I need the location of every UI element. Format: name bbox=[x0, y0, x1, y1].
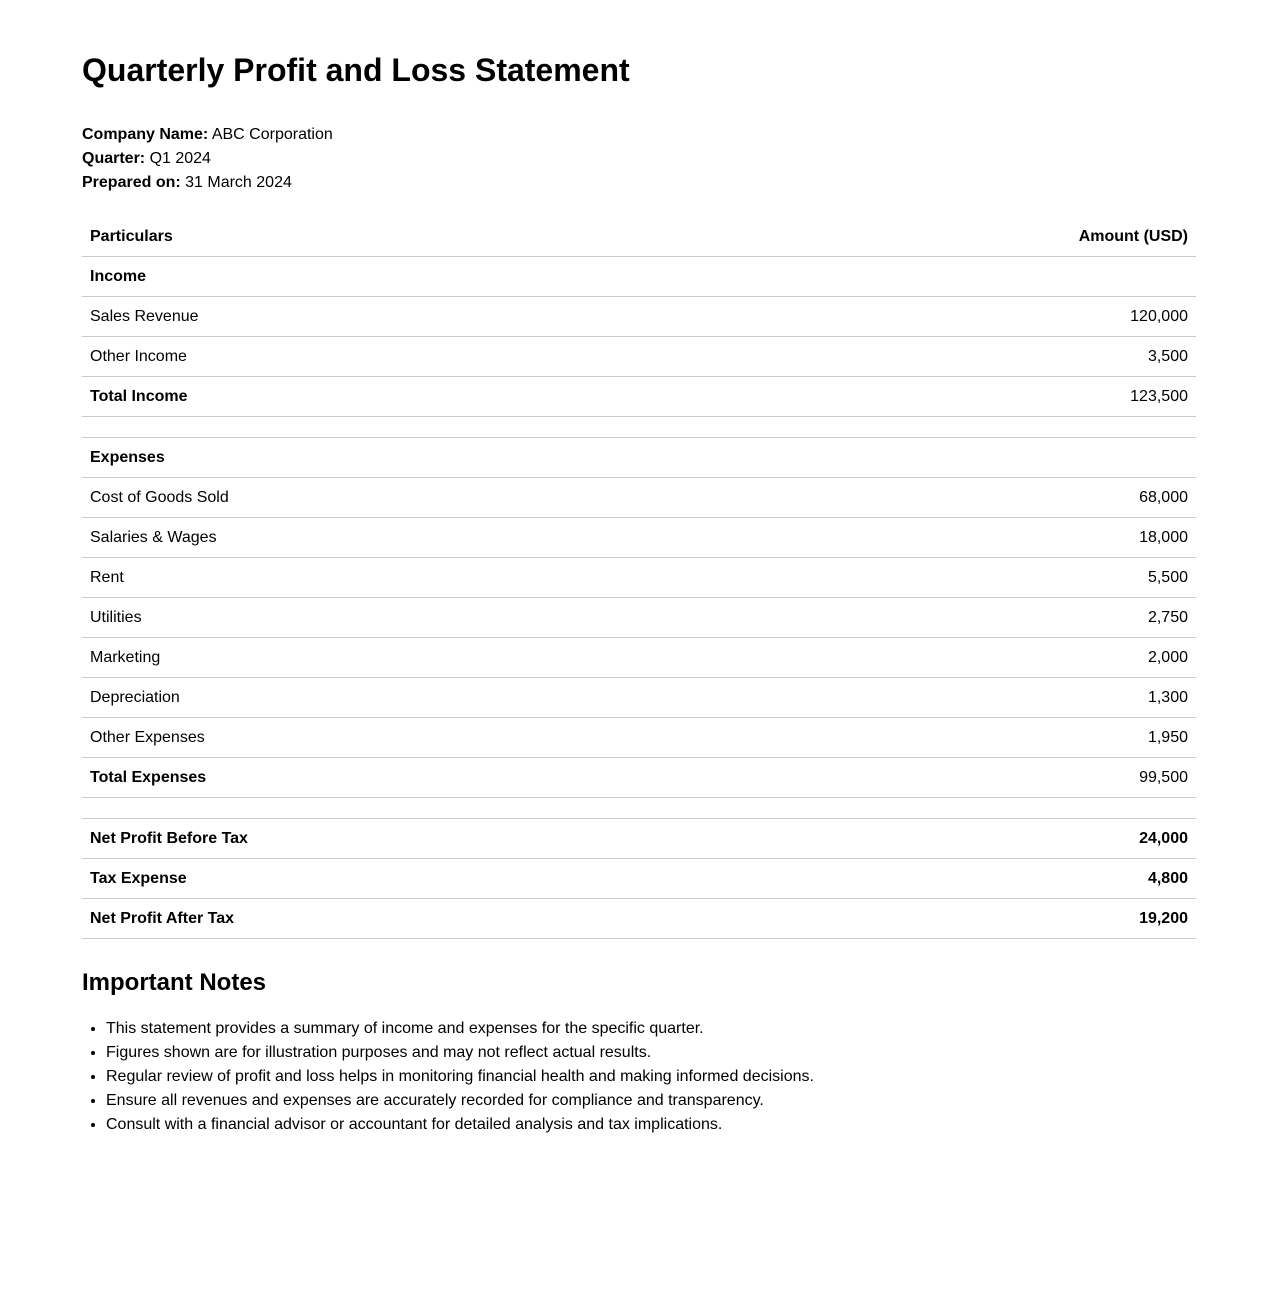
amount-cell bbox=[730, 797, 1196, 818]
particulars-cell: Total Expenses bbox=[82, 757, 730, 797]
table-row bbox=[82, 256, 1196, 296]
column-header-amount: Amount (USD) bbox=[730, 217, 1196, 257]
particulars-cell: Net Profit After Tax bbox=[82, 898, 730, 938]
amount-cell: 123,500 bbox=[730, 376, 1196, 416]
note-item: • Figures shown are for illustration purposes and may not reflect actual results. bbox=[106, 1041, 1196, 1065]
table-row bbox=[82, 818, 1196, 858]
table-row bbox=[82, 336, 1196, 376]
notes-list bbox=[82, 1017, 1196, 1137]
amount-cell bbox=[730, 437, 1196, 477]
particulars-cell: Income bbox=[82, 256, 730, 296]
meta-quarter-label: Quarter: bbox=[82, 149, 146, 167]
table-row bbox=[82, 677, 1196, 717]
amount-cell: 18,000 bbox=[730, 517, 1196, 557]
meta-company-name-label: Company Name: bbox=[82, 125, 209, 143]
amount-cell: 5,500 bbox=[730, 557, 1196, 597]
profit-loss-table bbox=[82, 217, 1196, 939]
table-header bbox=[82, 217, 1196, 257]
table-row bbox=[82, 717, 1196, 757]
meta-quarter bbox=[82, 147, 1196, 171]
particulars-cell: Total Income bbox=[82, 376, 730, 416]
note-item: • Regular review of profit and loss helps in monitoring financial health and making informed decisions. bbox=[106, 1065, 1196, 1089]
amount-cell: 3,500 bbox=[730, 336, 1196, 376]
table-row bbox=[82, 557, 1196, 597]
amount-cell: 24,000 bbox=[730, 818, 1196, 858]
note-item: • This statement provides a summary of income and expenses for the specific quarter. bbox=[106, 1017, 1196, 1041]
amount-cell: 1,950 bbox=[730, 717, 1196, 757]
amount-cell: 68,000 bbox=[730, 477, 1196, 517]
particulars-cell: Salaries & Wages bbox=[82, 517, 730, 557]
meta-prepared-on bbox=[82, 171, 1196, 195]
amount-cell: 2,750 bbox=[730, 597, 1196, 637]
amount-cell: 19,200 bbox=[730, 898, 1196, 938]
table-row bbox=[82, 597, 1196, 637]
table-row bbox=[82, 416, 1196, 437]
meta-company-name bbox=[82, 123, 1196, 147]
particulars-cell bbox=[82, 797, 730, 818]
table-row bbox=[82, 517, 1196, 557]
column-header-particulars: Particulars bbox=[82, 217, 730, 257]
particulars-cell: Rent bbox=[82, 557, 730, 597]
meta-company-name-value: ABC Corporation bbox=[208, 125, 333, 143]
table-row bbox=[82, 757, 1196, 797]
particulars-cell: Marketing bbox=[82, 637, 730, 677]
note-item: • Ensure all revenues and expenses are accurately recorded for compliance and transparency. bbox=[106, 1089, 1196, 1113]
amount-cell: 4,800 bbox=[730, 858, 1196, 898]
table-row bbox=[82, 437, 1196, 477]
amount-cell: 2,000 bbox=[730, 637, 1196, 677]
meta-quarter-value: Q1 2024 bbox=[145, 149, 211, 167]
particulars-cell: Other Income bbox=[82, 336, 730, 376]
page-title: Quarterly Profit and Loss Statement bbox=[82, 52, 630, 88]
amount-cell: 1,300 bbox=[730, 677, 1196, 717]
particulars-cell: Net Profit Before Tax bbox=[82, 818, 730, 858]
particulars-cell: Tax Expense bbox=[82, 858, 730, 898]
particulars-cell bbox=[82, 416, 730, 437]
meta-prepared-on-label: Prepared on: bbox=[82, 173, 181, 191]
amount-cell bbox=[730, 256, 1196, 296]
particulars-cell: Depreciation bbox=[82, 677, 730, 717]
table-row bbox=[82, 637, 1196, 677]
table-row bbox=[82, 858, 1196, 898]
notes-heading: Important Notes bbox=[82, 968, 267, 996]
particulars-cell: Utilities bbox=[82, 597, 730, 637]
table-row bbox=[82, 477, 1196, 517]
particulars-cell: Cost of Goods Sold bbox=[82, 477, 730, 517]
table-row bbox=[82, 296, 1196, 336]
amount-cell bbox=[730, 416, 1196, 437]
table-row bbox=[82, 797, 1196, 818]
particulars-cell: Expenses bbox=[82, 437, 730, 477]
document-meta bbox=[82, 123, 1196, 195]
pl-table-body bbox=[82, 256, 1196, 938]
particulars-cell: Other Expenses bbox=[82, 717, 730, 757]
amount-cell: 99,500 bbox=[730, 757, 1196, 797]
note-item: • Consult with a financial advisor or accountant for detailed analysis and tax implications. bbox=[106, 1113, 1196, 1137]
table-header-row bbox=[82, 217, 1196, 257]
meta-prepared-on-value: 31 March 2024 bbox=[180, 173, 292, 191]
particulars-cell: Sales Revenue bbox=[82, 296, 730, 336]
amount-cell: 120,000 bbox=[730, 296, 1196, 336]
table-row bbox=[82, 898, 1196, 938]
table-row bbox=[82, 376, 1196, 416]
